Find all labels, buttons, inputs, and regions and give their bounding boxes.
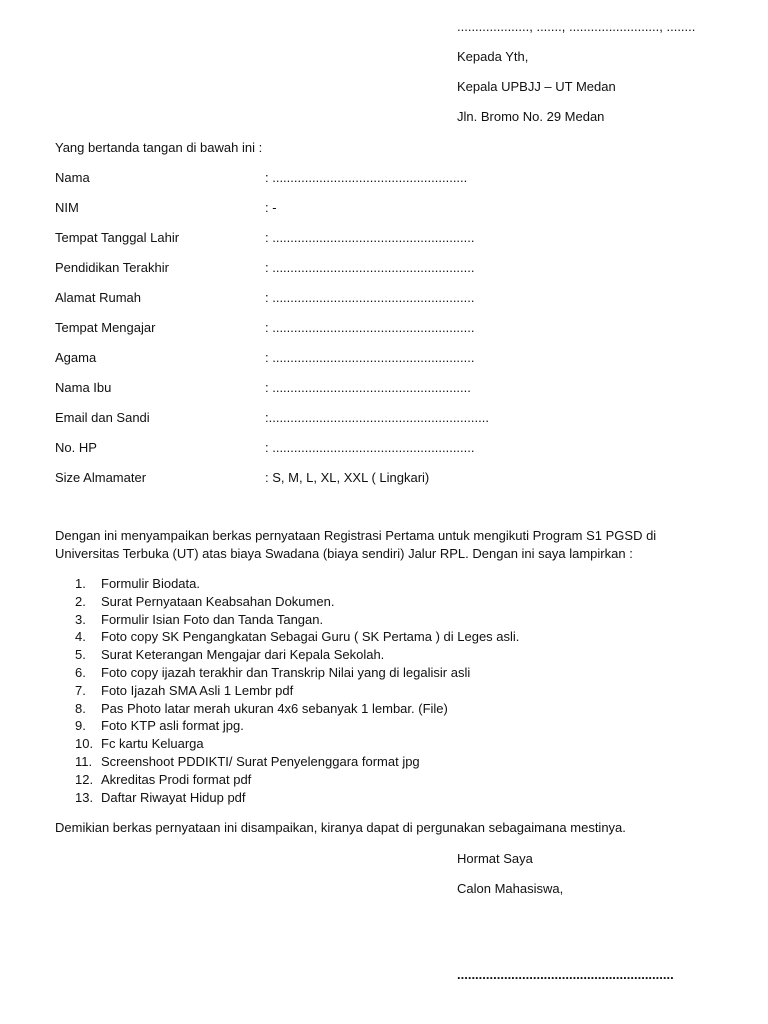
field-value: : ...................................................... [265,170,468,185]
list-number: 3. [75,611,86,627]
field-value: : ........................................................ [265,290,475,305]
list-number: 1. [75,576,86,591]
list-item [75,593,519,611]
list-number: 6. [75,664,86,680]
field-value: : ........................................................ [265,320,475,335]
list-text: Formulir Isian Foto dan Tanda Tangan. [101,611,324,627]
list-text: Foto KTP asli format jpg. [101,718,244,734]
identity-fields [55,169,525,499]
list-number: 8. [75,700,86,716]
field-label: Nama [55,170,90,185]
field-value: :............................................................. [265,410,489,425]
field-label: Pendidikan Terakhir [55,260,169,275]
list-text: Akreditas Prodi format pdf [101,771,252,787]
list-text: Surat Pernyataan Keabsahan Dokumen. [101,593,335,609]
list-item [75,628,519,646]
list-number: 4. [75,629,86,645]
regards-text: Hormat Saya [457,851,533,866]
list-item [75,717,519,735]
salutation-to: Kepada Yth, [457,49,529,64]
field-size-almamater [55,469,525,499]
list-text: Formulir Biodata. [101,576,200,591]
field-label: No. HP [55,440,97,455]
recipient-name: Kepala UPBJJ – UT Medan [457,79,616,94]
list-item [75,646,519,664]
attachment-list [75,575,519,806]
field-label: Email dan Sandi [55,410,150,425]
field-tempat-mengajar [55,319,525,349]
field-nama-ibu [55,379,525,409]
list-number: 5. [75,647,86,663]
list-number: 7. [75,682,86,698]
closing-text: Demikian berkas pernyataan ini disampaikan, kiranya dapat di pergunakan sebagaimana mestinya. [55,820,626,835]
field-label: Nama Ibu [55,380,112,395]
field-no-hp [55,439,525,469]
list-text: Pas Photo latar merah ukuran 4x6 sebanyak 1 lembar. (File) [101,700,448,716]
list-item [75,735,519,753]
field-label: Alamat Rumah [55,290,141,305]
field-label: Tempat Tanggal Lahir [55,230,180,245]
place-date-line: ...................., ......., ........................., ........ [457,19,696,34]
list-text: Foto Ijazah SMA Asli 1 Lembr pdf [101,682,294,698]
list-number: 10. [75,736,94,752]
list-number: 12. [75,771,94,787]
field-value: : S, M, L, XL, XXL ( Lingkari) [265,470,430,485]
list-item [75,682,519,700]
field-tempat-tanggal-lahir [55,229,525,259]
list-text: Screenshoot PDDIKTI/ Surat Penyelenggara format jpg [101,753,420,769]
signature-line: ............................................................ [457,967,674,982]
list-text: Daftar Riwayat Hidup pdf [101,789,246,805]
field-value: : ....................................................... [265,380,471,395]
list-text: Foto copy ijazah terakhir dan Transkrip Nilai yang di legalisir asli [101,664,471,680]
signature-block [457,850,563,910]
list-item [75,611,519,629]
list-number: 13. [75,789,94,805]
list-text: Surat Keterangan Mengajar dari Kepala Sekolah. [101,647,385,663]
field-label: NIM [55,200,79,215]
intro-text: Yang bertanda tangan di bawah ini : [55,140,263,155]
signer-role: Calon Mahasiswa, [457,881,564,896]
list-item [75,575,519,593]
list-text: Fc kartu Keluarga [101,736,204,752]
field-label: Size Almamater [55,470,147,485]
field-value: : ........................................................ [265,440,475,455]
field-label: Agama [55,350,97,365]
field-nim [55,199,525,229]
field-nama [55,169,525,199]
field-value: : - [265,200,277,215]
list-number: 11. [75,753,93,769]
field-label: Tempat Mengajar [55,320,156,335]
field-value: : ........................................................ [265,260,475,275]
field-pendidikan-terakhir [55,259,525,289]
list-item [75,700,519,718]
statement-paragraph: Dengan ini menyampaikan berkas pernyataan Registrasi Pertama untuk mengikuti Program S1 PGSD di Universitas Terbuka (UT) atas biaya Swadana (biaya sendiri) Jalur RPL. Dengan ini saya lampirkan : [55,528,657,561]
field-email-sandi [55,409,525,439]
recipient-block [457,18,695,138]
field-value: : ........................................................ [265,350,475,365]
field-alamat-rumah [55,289,525,319]
field-agama [55,349,525,379]
list-item [75,753,519,771]
list-item [75,771,519,789]
list-item [75,789,519,807]
list-number: 9. [75,718,86,734]
list-number: 2. [75,593,86,609]
list-item [75,664,519,682]
recipient-address: Jln. Bromo No. 29 Medan [457,109,605,124]
field-value: : ........................................................ [265,230,475,245]
list-text: Foto copy SK Pengangkatan Sebagai Guru ( SK Pertama ) di Leges asli. [101,629,520,645]
